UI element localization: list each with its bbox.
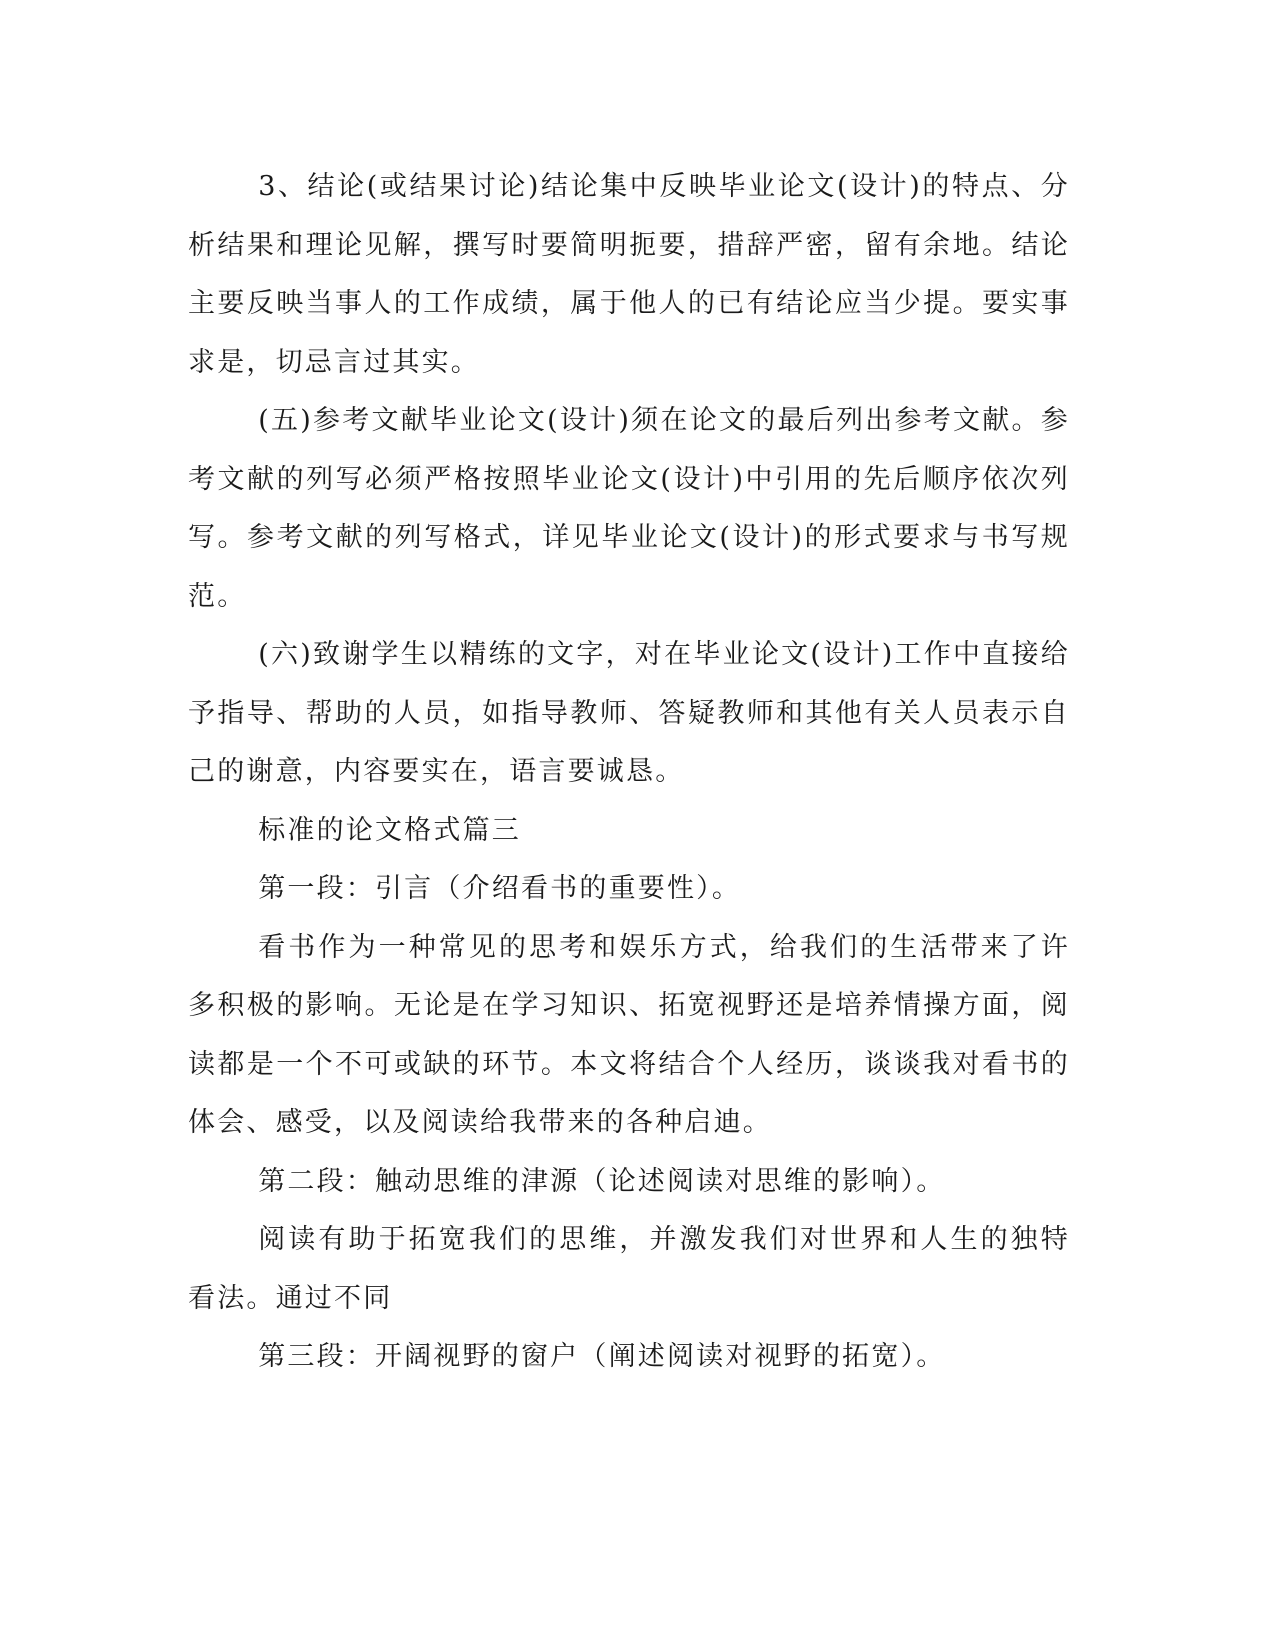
paragraph-acknowledgements: (六)致谢学生以精练的文字，对在毕业论文(设计)工作中直接给予指导、帮助的人员，如指导教师、答疑教师和其他有关人员表示自己的谢意，内容要实在，语言要诚恳。 [188, 639, 1070, 787]
paragraph-heading-2: 第二段：触动思维的津源（论述阅读对思维的影响）。 [258, 1165, 946, 1197]
paragraph-intro: 看书作为一种常见的思考和娱乐方式，给我们的生活带来了许多积极的影响。无论是在学习知识、拓宽视野还是培养情操方面，阅读都是一个不可或缺的环节。本文将结合个人经历，谈谈我对看书的体会、感受，以及阅读给我带来的各种启迪。 [188, 931, 1070, 1138]
paragraph-conclusion: 3、结论(或结果讨论)结论集中反映毕业论文(设计)的特点、分析结果和理论见解，撰写时要简明扼要，措辞严密，留有余地。结论主要反映当事人的工作成绩，属于他人的已有结论应当少提。要实事求是，切忌言过其实。 [188, 171, 1070, 378]
section-heading: 标准的论文格式篇三 [258, 814, 521, 846]
paragraph-references: (五)参考文献毕业论文(设计)须在论文的最后列出参考文献。参考文献的列写必须严格按照毕业论文(设计)中引用的先后顺序依次列写。参考文献的列写格式，详见毕业论文(设计)的形式要求与书写规范。 [188, 405, 1070, 612]
paragraph-thinking: 阅读有助于拓宽我们的思维，并激发我们对世界和人生的独特看法。通过不同 [188, 1224, 1070, 1314]
paragraph-heading-3: 第三段：开阔视野的窗户（阐述阅读对视野的拓宽）。 [258, 1341, 946, 1372]
document-body [188, 158, 1070, 1387]
paragraph-heading-1: 第一段：引言（介绍看书的重要性）。 [258, 873, 742, 904]
